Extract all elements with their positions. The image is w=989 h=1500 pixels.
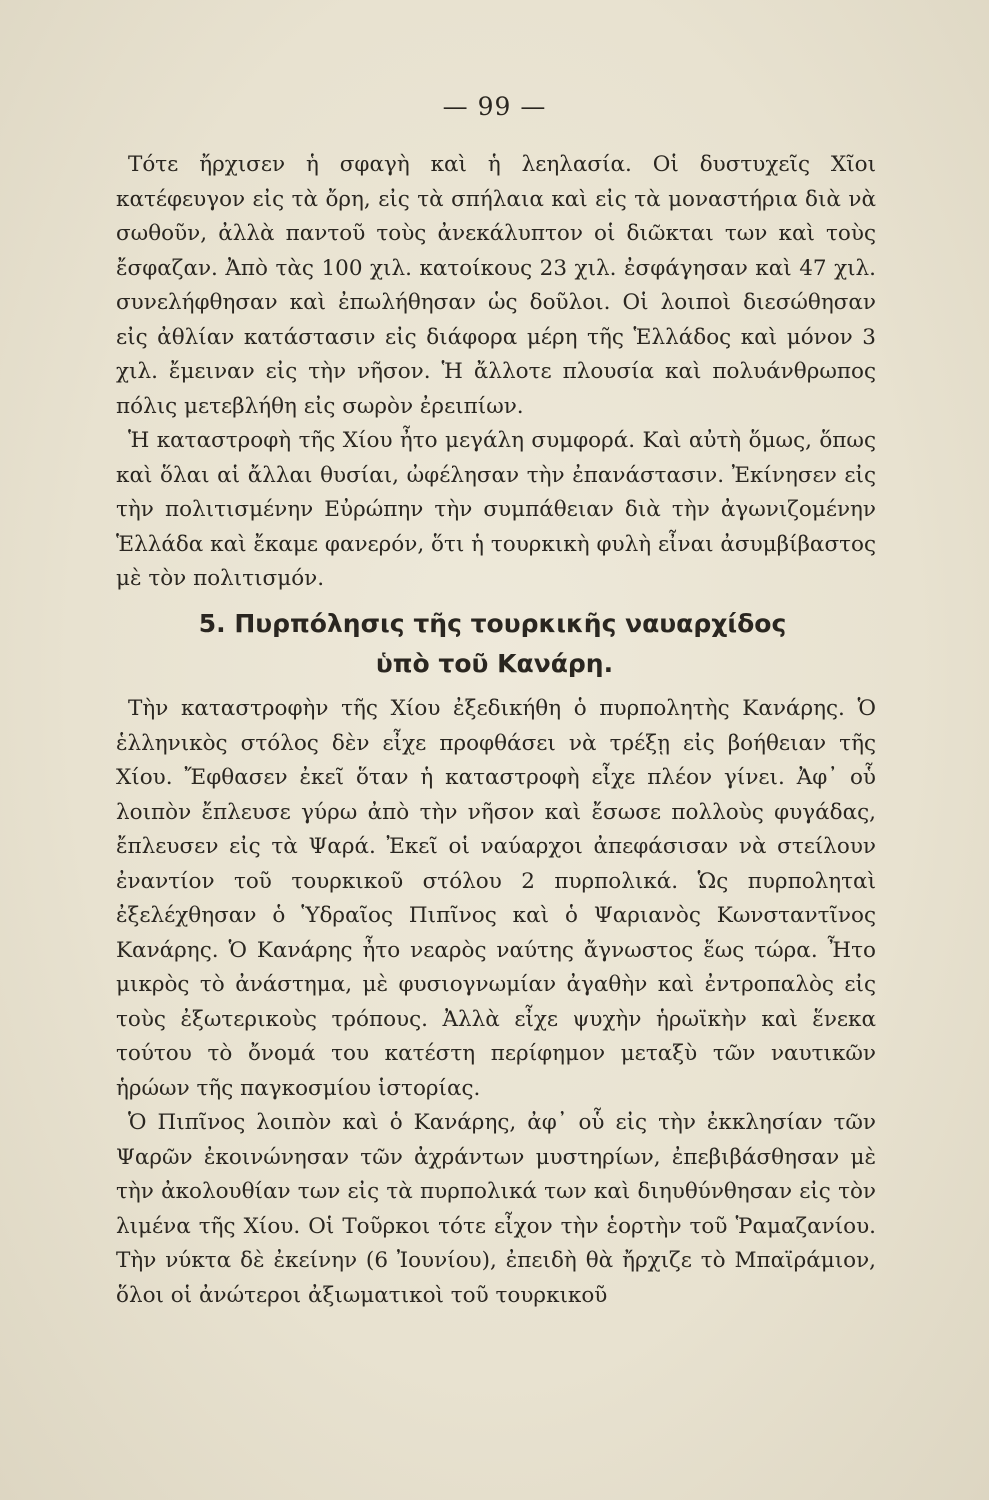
paragraph: Τότε ἤρχισεν ἡ σφαγὴ καὶ ἡ λεηλασία. Οἱ δυστυχεῖς Χῖοι κατέφευγον εἰς τὰ ὄρη, εἰς τὰ σπήλαια καὶ εἰς τὰ μοναστήρια διὰ νὰ σωθοῦν, ἀλλὰ παντοῦ τοὺς ἀνεκάλυπτον οἱ διῶκται των καὶ τοὺς ἔσφαζαν. Ἀπὸ τὰς 100 χιλ. κατοίκους 23 χιλ. ἐσφάγησαν καὶ 47 χιλ. συνελήφθησαν καὶ ἐπωλήθησαν ὡς δοῦλοι. Οἱ λοιποὶ διεσώθησαν εἰς ἀθλίαν κατάστασιν εἰς διάφορα μέρη τῆς Ἑλλάδος καὶ μόνον 3 χιλ. ἔμειναν εἰς τὴν νῆσον. Ἡ ἄλλοτε πλουσία καὶ πολυάνθρωπος πόλις μετεβλήθη εἰς σωρὸν ἐρειπίων. <box>116 152 876 419</box>
text-block-lower <box>116 692 876 1313</box>
section-heading-line-2: ὑπὸ τοῦ Κανάρη. <box>375 649 614 678</box>
page-number: — 99 — <box>442 92 547 121</box>
text-block-upper <box>116 148 876 597</box>
paragraph: Τὴν καταστροφὴν τῆς Χίου ἐξεδικήθη ὁ πυρπολητὴς Κανάρης. Ὁ ἑλληνικὸς στόλος δὲν εἶχε προφθάσει νὰ τρέξῃ εἰς βοήθειαν τῆς Χίου. Ἔφθασεν ἐκεῖ ὅταν ἡ καταστροφὴ εἶχε πλέον γίνει. Ἀφ᾽ οὗ λοιπὸν ἔπλευσε γύρω ἀπὸ τὴν νῆσον καὶ ἔσωσε πολλοὺς φυγάδας, ἔπλευσεν εἰς τὰ Ψαρά. Ἐκεῖ οἱ ναύαρχοι ἀπεφάσισαν νὰ στείλουν ἐναντίον τοῦ τουρκικοῦ στόλου 2 πυρπολικά. Ὡς πυρποληταὶ ἐξελέχθησαν ὁ Ὑδραῖος Πιπῖνος καὶ ὁ Ψαριανὸς Κωνσταντῖνος Κανάρης. Ὁ Κανάρης ἦτο νεαρὸς ναύτης ἄγνωστος ἕως τώρα. Ἦτο μικρὸς τὸ ἀνάστημα, μὲ φυσιογνωμίαν ἀγαθὴν καὶ ἐντροπαλὸς εἰς τοὺς ἐξωτερικοὺς τρόπους. Ἀλλὰ εἶχε ψυχὴν ἡρωϊκὴν καὶ ἕνεκα τούτου τὸ ὄνομά του κατέστη περίφημον μεταξὺ τῶν ναυτικῶν ἡρώων τῆς παγκοσμίου ἱστορίας. <box>116 696 876 1101</box>
paragraph: Ἡ καταστροφὴ τῆς Χίου ἦτο μεγάλη συμφορά. Καὶ αὐτὴ ὅμως, ὅπως καὶ ὅλαι αἱ ἄλλαι θυσίαι, ὠφέλησαν τὴν ἐπανάστασιν. Ἐκίνησεν εἰς τὴν πολιτισμένην Εὐρώπην τὴν συμπάθειαν διὰ τὴν ἀγωνιζομένην Ἑλλάδα καὶ ἔκαμε φανερόν, ὅτι ἡ τουρκικὴ φυλὴ εἶναι ἀσυμβίβαστος μὲ τὸν πολιτισμόν. <box>116 428 876 591</box>
paragraph: Ὁ Πιπῖνος λοιπὸν καὶ ὁ Κανάρης, ἀφ᾽ οὗ εἰς τὴν ἐκκλησίαν τῶν Ψαρῶν ἐκοινώνησαν τῶν ἀχράντων μυστηρίων, ἐπεβιβάσθησαν μὲ τὴν ἀκολουθίαν των εἰς τὰ πυρπολικά των καὶ διηυθύνθησαν εἰς τὸν λιμένα τῆς Χίου. Οἱ Τοῦρκοι τότε εἶχον τὴν ἑορτὴν τοῦ Ῥαμαζανίου. Τὴν νύκτα δὲ ἐκείνην (6 Ἰουνίου), ἐπειδὴ θὰ ἤρχιζε τὸ Μπαϊράμιον, ὅλοι οἱ ἀνώτεροι ἀξιωματικοὶ τοῦ τουρκικοῦ <box>116 1110 876 1308</box>
section-heading <box>0 604 989 684</box>
section-heading-line-1: 5. Πυρπόλησις τῆς τουρκικῆς ναυαρχίδος <box>198 609 787 638</box>
